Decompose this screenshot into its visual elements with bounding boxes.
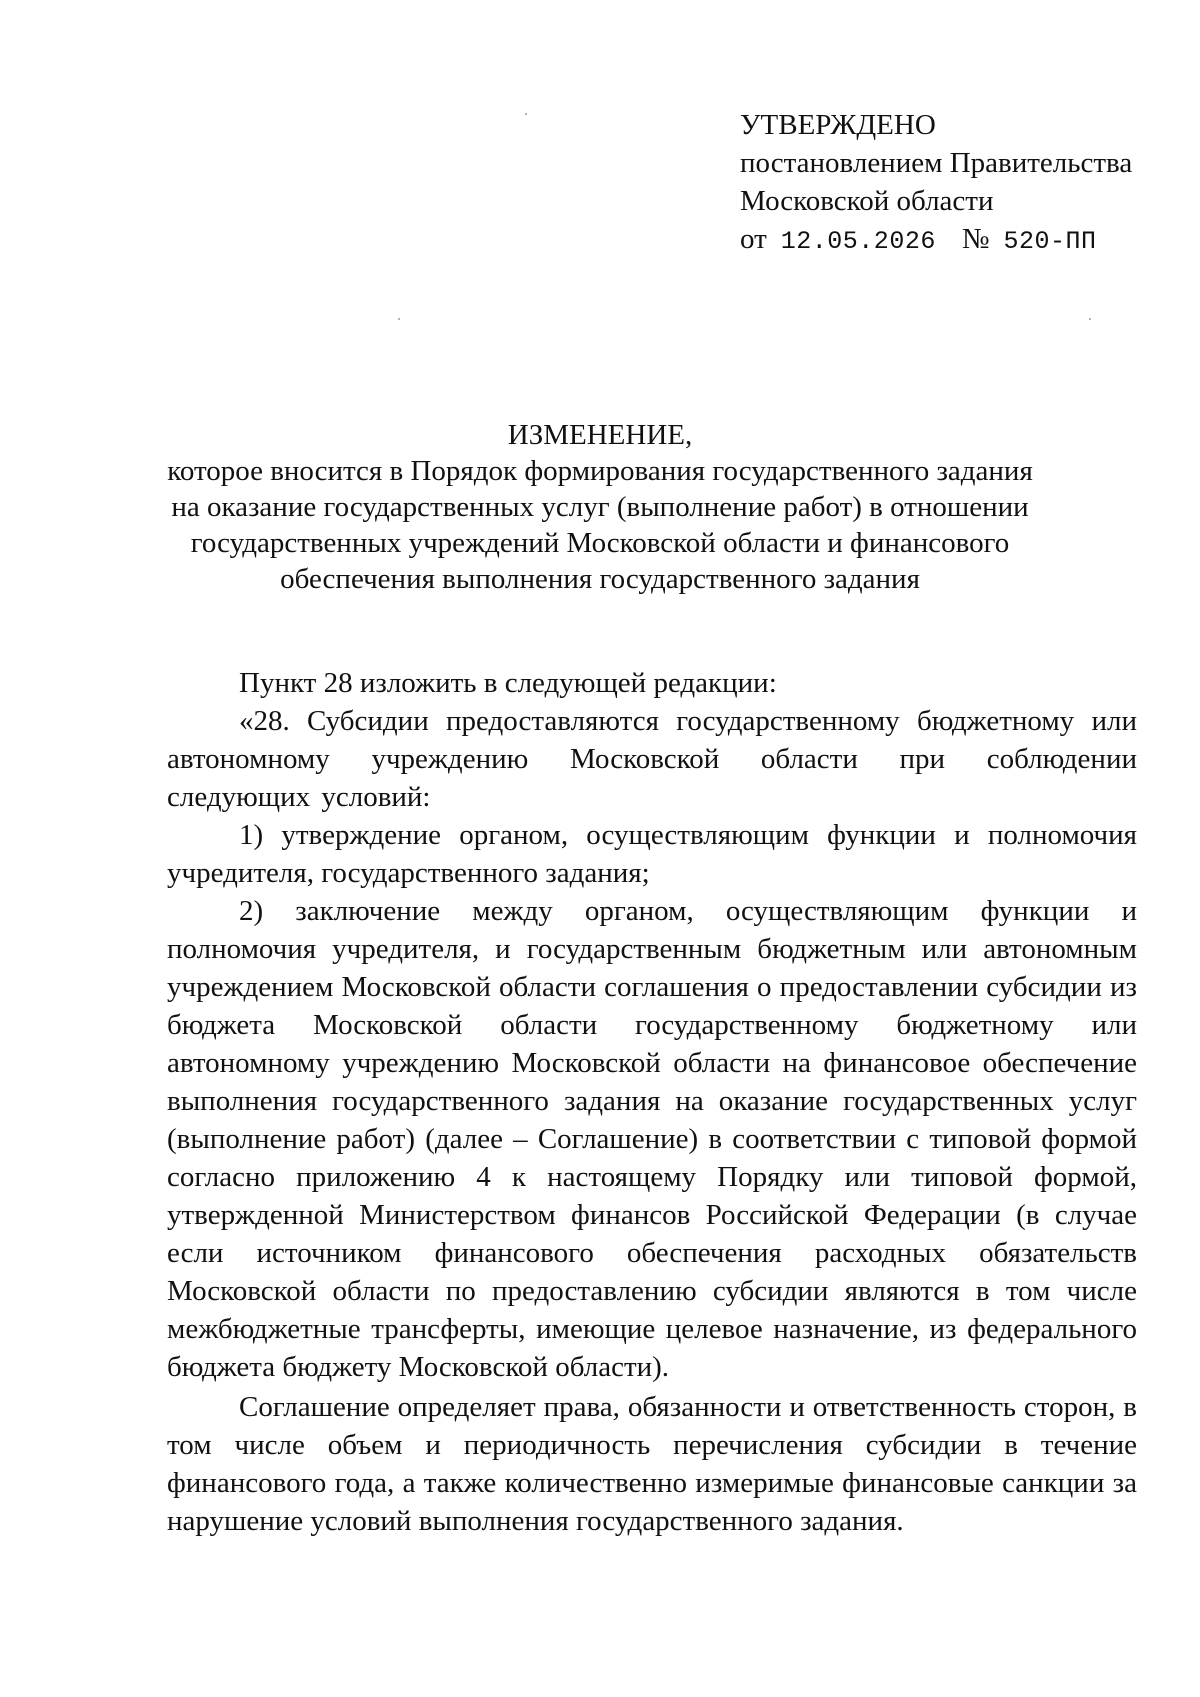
date-prefix: от	[740, 223, 767, 255]
number-sign: №	[961, 223, 990, 255]
title-line-2: на оказание государственных услуг (выполнение работ) в отношении	[171, 491, 1029, 523]
document-body	[167, 664, 1137, 1540]
paragraph-28: «28. Субсидии предоставляются государственному бюджетному или автономному учреждению Московской области при соблюдении следующих условий:	[167, 705, 1137, 813]
condition-1: 1) утверждение органом, осуществляющим функции и полномочия учредителя, государственного задания;	[167, 819, 1137, 889]
title-line-1: которое вносится в Порядок формирования государственного задания	[167, 455, 1033, 487]
title-heading: ИЗМЕНЕНИЕ,	[507, 419, 693, 451]
scan-speck	[525, 113, 527, 115]
intro-paragraph: Пункт 28 изложить в следующей редакции:	[239, 667, 777, 699]
title-line-3: государственных учреждений Московской области и финансового	[190, 527, 1010, 559]
approval-number: 520-ПП	[1003, 227, 1097, 256]
agreement-paragraph: Соглашение определяет права, обязанности и ответственность сторон, в том числе объем и периодичность перечисления субсидии в течение финансового года, а также количественно измеримые финансовые санкции за нарушение условий выполнения государственного задания.	[167, 1391, 1137, 1537]
approval-issuer: постановлением Правительства	[740, 147, 1133, 179]
scan-speck	[398, 318, 400, 320]
approval-date-line	[740, 220, 1132, 261]
title-line-4: обеспечения выполнения государственного задания	[280, 563, 920, 595]
approval-date: 12.05.2026	[780, 227, 936, 256]
approval-heading: УТВЕРЖДЕНО	[740, 109, 936, 141]
scan-speck	[1089, 318, 1091, 320]
approval-region: Московской области	[740, 185, 994, 217]
approval-stamp-block	[740, 106, 1132, 261]
document-title	[140, 417, 1060, 597]
condition-2: 2) заключение между органом, осуществляющим функции и полномочия учредителя, и государственным бюджетным или автономным учреждением Московской области соглашения о предоставлении субсидии из бюджета Московской области государственному бюджетному или автономному учреждению Московской области на финансовое обеспечение выполнения государственного задания на оказание государственных услуг (выполнение работ) (далее – Соглашение) в соответствии с типовой формой согласно приложению 4 к настоящему Порядку или типовой формой, утвержденной Министерством финансов Российской Федерации (в случае если источником финансового обеспечения расходных обязательств Московской области по предоставлению субсидии являются в том числе межбюджетные трансферты, имеющие целевое назначение, из федерального бюджета бюджету Московской области).	[167, 895, 1137, 1383]
